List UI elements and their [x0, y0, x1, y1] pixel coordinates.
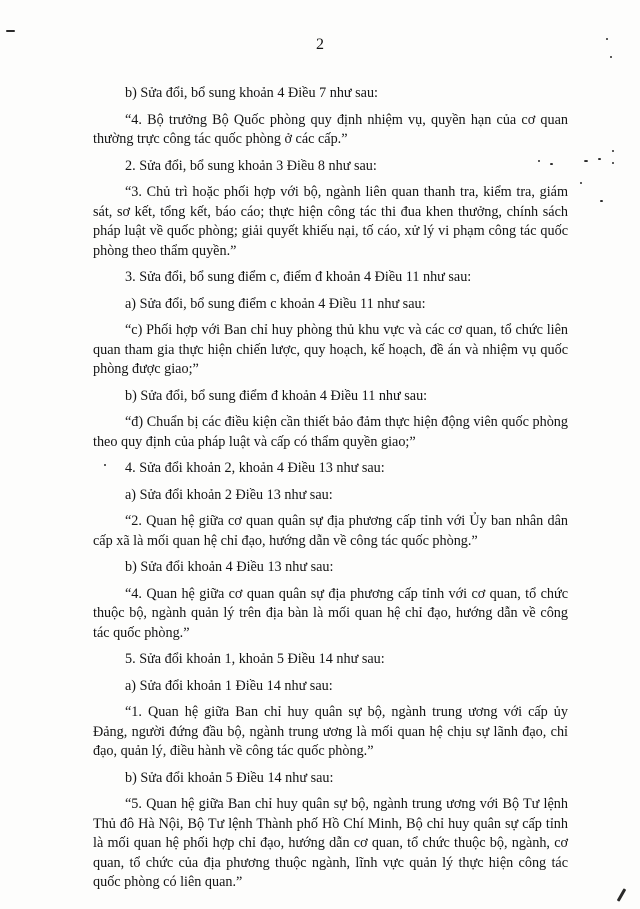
page-number: 2	[316, 36, 324, 53]
paragraph-11-4c-text: “c) Phối hợp với Ban chỉ huy phòng thủ khu vực và các cơ quan, tổ chức liên quan tham gia thực hiện chiến lược, quy hoạch, kế hoạch, đề án và nhiệm vụ quốc phòng được giao;”	[93, 322, 568, 377]
scan-speck	[606, 38, 608, 40]
paragraph-13-2-text: “2. Quan hệ giữa cơ quan quân sự địa phương cấp tỉnh với Ủy ban nhân dân cấp xã là mối quan hệ chỉ đạo, hướng dẫn về công tác quốc phòng.”	[93, 513, 568, 549]
document-body	[93, 84, 568, 900]
paragraph-11b-heading: b) Sửa đổi, bổ sung điểm đ khoản 4 Điều 11 như sau:	[125, 387, 428, 404]
scan-speck	[617, 888, 627, 902]
paragraph-13-4-text: “4. Quan hệ giữa cơ quan quân sự địa phương cấp tỉnh với cơ quan, tổ chức thuộc bộ, ngành quản lý trên địa bàn là mối quan hệ chỉ đạo, hướng dẫn về công tác quốc phòng.”	[93, 585, 568, 641]
paragraph-14a-heading: a) Sửa đổi khoản 1 Điều 14 như sau:	[125, 677, 333, 694]
scan-speck	[104, 464, 106, 466]
scan-speck	[6, 30, 15, 32]
paragraph-11a-heading: a) Sửa đổi, bổ sung điểm c khoản 4 Điều 11 như sau:	[125, 295, 426, 312]
paragraph-8-heading: 2. Sửa đổi, bổ sung khoản 3 Điều 8 như sau:	[125, 157, 377, 174]
scan-speck	[580, 182, 582, 184]
scan-speck	[550, 163, 553, 165]
paragraph-7b-heading: b) Sửa đổi, bổ sung khoản 4 Điều 7 như sau:	[125, 85, 378, 101]
paragraph-14b-heading: b) Sửa đổi khoản 5 Điều 14 như sau:	[125, 769, 334, 786]
scan-speck	[538, 160, 540, 162]
paragraph-8-3-text: “3. Chủ trì hoặc phối hợp với bộ, ngành liên quan thanh tra, kiểm tra, giám sát, sơ kết, tổng kết, báo cáo; thực hiện công tác thi đua khen thưởng, chính sách pháp luật về quốc phòng; giải quyết khiếu nại, tố cáo, xử lý vi phạm công tác quốc phòng theo thẩm quyền.”	[93, 184, 568, 259]
paragraph-13a-heading: a) Sửa đổi khoản 2 Điều 13 như sau:	[125, 486, 333, 503]
paragraph-14-5-text: “5. Quan hệ giữa Ban chỉ huy quân sự bộ, ngành trung ương với Bộ Tư lệnh Thủ đô Hà Nội, Bộ Tư lệnh Thành phố Hồ Chí Minh, Bộ chỉ huy quân sự cấp tỉnh là mối quan hệ phối hợp chỉ đạo, hướng dẫn cơ quan, tổ chức thuộc bộ, ngành, cơ quan, tổ chức của địa phương thuộc ngành, lĩnh vực quản lý thực hiện công tác quốc phòng có liên quan.”	[93, 796, 568, 890]
paragraph-14-heading: 5. Sửa đổi khoản 1, khoản 5 Điều 14 như sau:	[125, 651, 385, 667]
scan-speck	[612, 162, 614, 164]
scan-speck	[600, 200, 603, 202]
scan-speck	[612, 150, 614, 152]
paragraph-11-heading: 3. Sửa đổi, bổ sung điểm c, điểm đ khoản 4 Điều 11 như sau:	[125, 269, 472, 285]
paragraph-13-heading: 4. Sửa đổi khoản 2, khoản 4 Điều 13 như sau:	[125, 460, 385, 476]
scan-speck	[610, 56, 612, 58]
paragraph-13b-heading: b) Sửa đổi khoản 4 Điều 13 như sau:	[125, 559, 334, 575]
paragraph-11-4d-text: “đ) Chuẩn bị các điều kiện cần thiết bảo đảm thực hiện động viên quốc phòng theo quy định của pháp luật và cấp có thẩm quyền giao;”	[93, 414, 568, 450]
paragraph-14-1-text: “1. Quan hệ giữa Ban chỉ huy quân sự bộ, ngành trung ương với cấp ủy Đảng, người đứng đầu bộ, ngành trung ương là mối quan hệ chịu sự lãnh đạo, chỉ đạo, quản lý, điều hành về công tác quốc phòng.”	[93, 704, 568, 759]
scan-speck	[598, 158, 601, 160]
paragraph-7-4-text: “4. Bộ trưởng Bộ Quốc phòng quy định nhiệm vụ, quyền hạn của cơ quan thường trực công tác quốc phòng ở các cấp.”	[93, 111, 568, 147]
scan-speck	[584, 160, 588, 162]
